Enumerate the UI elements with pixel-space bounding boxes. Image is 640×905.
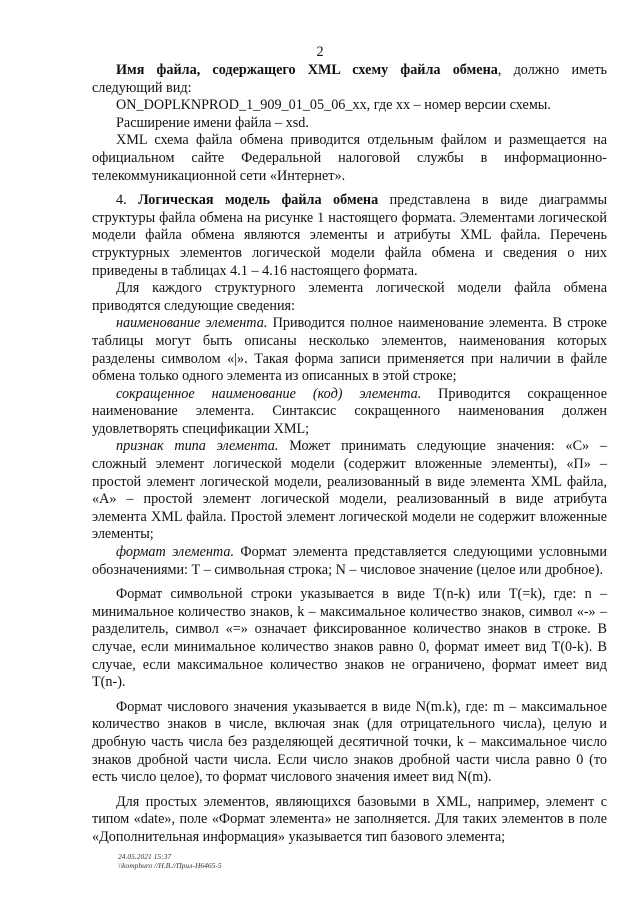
paragraph-text: Приводится сокращенное наименование элемента. Синтаксис сокращенного наименования должен удовлетворять спецификации XML; [92, 385, 607, 437]
footer-path: \\kompburo //Н.В.//Прил-Н6465-5 [118, 861, 222, 870]
bold-term: Имя файла, содержащего XML схему файла обмена [116, 62, 498, 78]
section-number: 4. [116, 192, 139, 209]
paragraph-text: Может принимать следующие значения: «С» – сложный элемент логической модели (содержит вложенные элементы), «П» – простой элемент логической модели, реализованный в виде элемента XML файла, «А» – простой элемент логической модели, реализованный в виде атрибута элемента XML файла. Простой элемент логической модели не содержит вложенные элементы; [92, 438, 607, 543]
paragraph-text: Приводится полное наименование элемента. В строке таблицы могут быть описаны несколько элементов, наименования которых разделены символом «|». Такая форма записи применяется при наличии в файле обмена только одного элемента из описанных в этой строке; [92, 315, 607, 385]
italic-term: признак типа элемента. [116, 438, 279, 455]
footer-stamp [118, 852, 222, 870]
paragraph-element-format [92, 544, 607, 579]
paragraph-text: представлена в виде диаграммы структуры файла обмена на рисунке 1 настоящего формата. Элементами логической модели файла обмена являются элементы и атрибуты XML файла. Перечень структурных элементов логической модели файла обмена и сведения о них приведены в таблицах 4.1 – 4.16 настоящего формата. [92, 192, 608, 279]
paragraph-gap [92, 787, 607, 794]
paragraph-file-name [92, 62, 607, 97]
document-body [92, 62, 607, 847]
paragraph-element-info-intro: Для каждого структурного элемента логической модели файла обмена приводятся следующие сведения: [92, 280, 607, 314]
paragraph-element-name [92, 315, 607, 385]
paragraph-gap [92, 692, 607, 699]
paragraph-extension: Расширение имени файла – xsd. [116, 114, 309, 131]
page-number: 2 [316, 44, 324, 60]
italic-term: формат элемента. [116, 544, 234, 561]
paragraph-logical-model [92, 192, 607, 280]
paragraph-base-types: Для простых элементов, являющихся базовыми в XML, например, элемент с типом «date», поле «Формат элемента» не заполняется. Для таких элементов в поле «Дополнительная информация» указывается тип базового элемента; [92, 793, 607, 845]
footer-date: 24.05.2021 15:37 [118, 852, 172, 861]
paragraph-gap [92, 185, 607, 192]
paragraph-string-format: Формат символьной строки указывается в виде T(n-k) или T(=k), где: n – минимальное количество знаков, k – максимальное количество знаков, символ «-» – разделитель, символ «=» означает фиксированное количество знаков в строке. В случае, если минимальное количество знаков равно 0, формат имеет вид T(0-k). В случае, если максимальное количество знаков не ограничено, формат имеет вид T(n-). [92, 586, 607, 691]
paragraph-element-type [92, 438, 607, 544]
paragraph-schema-location: XML схема файла обмена приводится отдельным файлом и размещается на официальном сайте Федеральной налоговой службы в информационно-телекоммуникационной сети «Интернет». [92, 132, 607, 184]
italic-term: наименование элемента. [116, 315, 268, 332]
paragraph-text: , должно иметь следующий вид: [92, 62, 607, 96]
paragraph-schema-name: ON_DOPLKNPROD_1_909_01_05_06_xx, где xx – номер версии схемы. [116, 97, 551, 114]
paragraph-number-format: Формат числового значения указывается в виде N(m.k), где: m – максимальное количество знаков в числе, включая знак (для отрицательного числа), целую и дробную часть числа без разделяющей десятичной точки, k – максимальное число знаков дробной части числа. Если число знаков дробной части числа равно 0 (то есть число целое), то формат числового значения имеет вид N(m). [92, 698, 607, 786]
paragraph-gap [92, 579, 607, 586]
paragraph-element-code [92, 386, 607, 439]
paragraph-text: Формат элемента представляется следующими условными обозначениями: Т – символьная строка; N – числовое значение (целое или дробное). [92, 544, 607, 578]
bold-term: Логическая модель файла обмена [138, 192, 379, 209]
italic-term: сокращенное наименование (код) элемента. [116, 385, 422, 402]
